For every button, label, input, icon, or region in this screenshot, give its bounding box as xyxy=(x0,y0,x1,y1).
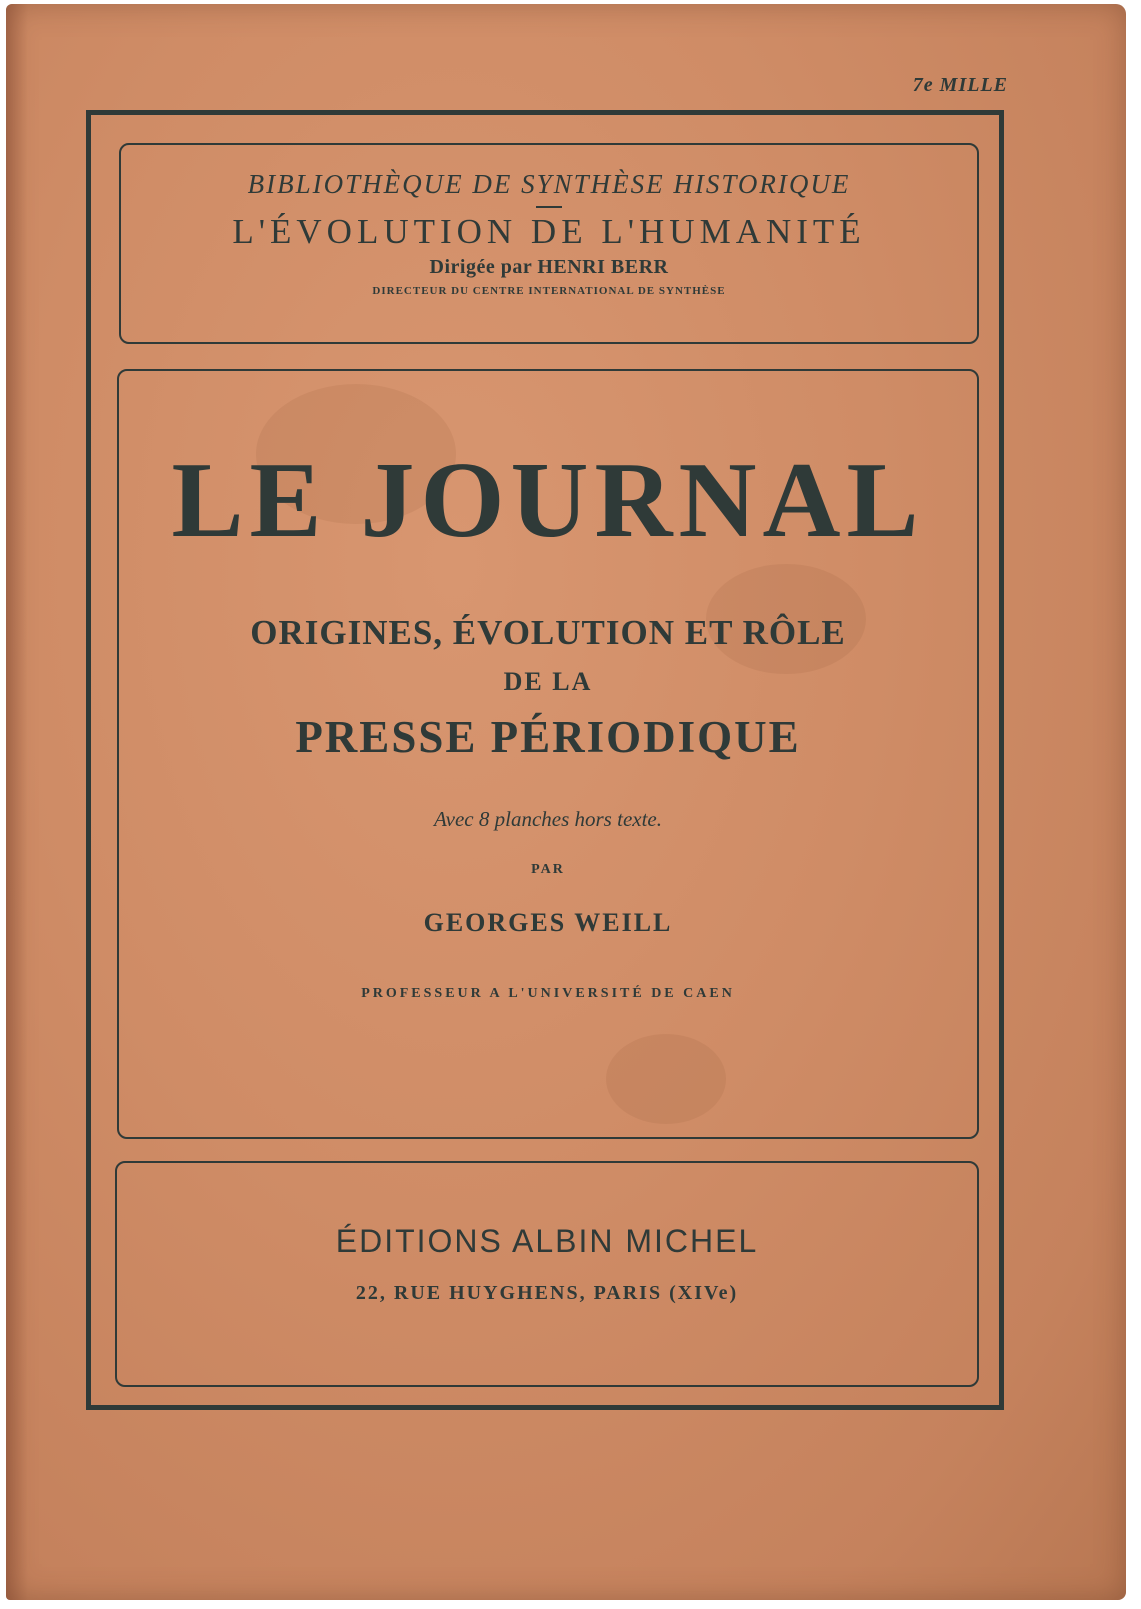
divider xyxy=(536,206,562,208)
subtitle-line-3: PRESSE PÉRIODIQUE xyxy=(295,712,801,762)
spine-shadow xyxy=(6,4,28,1600)
book-cover xyxy=(6,4,1126,1600)
director-line: Dirigée par HENRI BERR xyxy=(429,256,669,278)
author-name: GEORGES WEILL xyxy=(423,908,673,937)
publisher-name: ÉDITIONS ALBIN MICHEL xyxy=(335,1223,759,1259)
series-box xyxy=(119,143,979,344)
subtitle-line-1: ORIGINES, ÉVOLUTION ET RÔLE xyxy=(250,613,846,652)
collection-title: L'ÉVOLUTION DE L'HUMANITÉ xyxy=(232,212,866,251)
book-title: LE JOURNAL xyxy=(171,441,925,560)
director-role: DIRECTEUR DU CENTRE INTERNATIONAL DE SYNTHÈSE xyxy=(372,285,726,297)
printing-number: 7e MILLE xyxy=(912,74,1008,96)
series-title: BIBLIOTHÈQUE DE SYNTHÈSE HISTORIQUE xyxy=(247,169,851,199)
title-box xyxy=(117,369,979,1139)
author-role: PROFESSEUR A L'UNIVERSITÉ DE CAEN xyxy=(361,986,735,1001)
by-label: PAR xyxy=(531,862,565,877)
plates-note: Avec 8 planches hors texte. xyxy=(433,807,662,831)
subtitle-line-2: DE LA xyxy=(503,667,593,696)
publisher-address: 22, RUE HUYGHENS, PARIS (XIVe) xyxy=(355,1282,739,1304)
outer-frame xyxy=(86,110,1004,1410)
publisher-box xyxy=(115,1161,979,1387)
